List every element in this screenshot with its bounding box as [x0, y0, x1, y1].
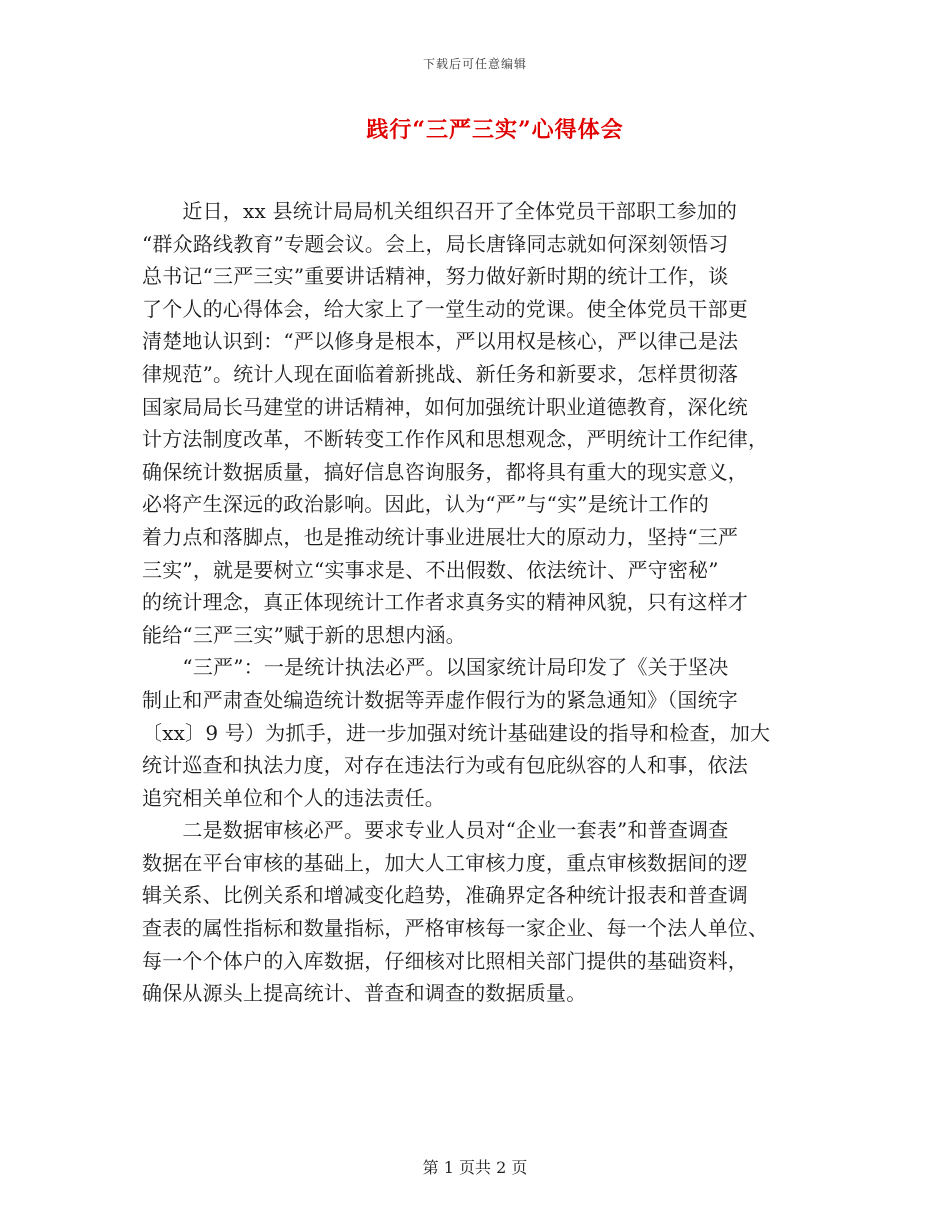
body-line: 制止和严肃查处编造统计数据等弄虚作假行为的紧急通知》（国统字 [142, 687, 738, 712]
body-line: 近日，xx 县统计局局机关组织召开了全体党员干部职工参加的 [142, 199, 738, 223]
page-number-footer: 第 1 页共 2 页 [422, 1158, 528, 1177]
body-line: 计方法制度改革，不断转变工作作风和思想观念，严明统计工作纪律， [142, 427, 769, 452]
body-line: 清楚地认识到：“严以修身是根本，严以用权是核心，严以律己是法 [142, 329, 739, 354]
body-line: 辑关系、比例关系和增减变化趋势，准确界定各种统计报表和普查调 [142, 883, 748, 908]
body-line: 的统计理念，真正体现统计工作者求真务实的精神风貌，只有这样才 [142, 590, 748, 615]
body-line: “三严”：一是统计执法必严。以国家统计局印发了《关于坚决 [142, 655, 729, 680]
body-line: 确保统计数据质量，搞好信息咨询服务，都将具有重大的现实意义， [142, 459, 748, 484]
body-line: “群众路线教育”专题会议。会上，局长唐锋同志就如何深刻领悟习 [142, 231, 729, 256]
body-line: 〔xx〕9 号）为抓手，进一步加强对统计基础建设的指导和检查，加大 [142, 720, 771, 745]
body-line: 三实”，就是要树立“实事求是、不出假数、依法统计、严守密秘” [142, 557, 719, 582]
body-line: 确保从源头上提高统计、普查和调查的数据质量。 [142, 981, 587, 1006]
header-note: 下载后可任意编辑 [422, 57, 527, 71]
body-line: 统计巡查和执法力度，对存在违法行为或有包庇纵容的人和事，依法 [142, 753, 748, 778]
body-line: 二是数据审核必严。要求专业人员对“企业一套表”和普查调查 [142, 818, 729, 843]
body-line: 数据在平台审核的基础上，加大人工审核力度，重点审核数据间的逻 [142, 850, 748, 875]
body-line: 能给“三严三实”赋于新的思想内涵。 [142, 622, 466, 647]
document-body [142, 195, 810, 1010]
body-line: 追究相关单位和个人的违法责任。 [142, 785, 445, 810]
body-line: 总书记“三严三实”重要讲话精神，努力做好新时期的统计工作，谈 [142, 264, 729, 289]
body-line: 了个人的心得体会，给大家上了一堂生动的党课。使全体党员干部更 [142, 296, 748, 321]
body-line: 着力点和落脚点，也是推动统计事业进展壮大的原动力，坚持“三严 [142, 524, 739, 549]
body-line: 律规范”。统计人现在面临着新挑战、新任务和新要求，怎样贯彻落 [142, 361, 739, 386]
body-line: 查表的属性指标和数量指标，严格审核每一家企业、每一个法人单位、 [142, 916, 769, 941]
body-line: 国家局局长马建堂的讲话精神，如何加强统计职业道德教育，深化统 [142, 394, 748, 419]
body-line: 每一个个体户的入库数据，仔细核对比照相关部门提供的基础资料， [142, 948, 748, 973]
document-title: 践行“三严三实”心得体会 [366, 117, 624, 143]
body-line: 必将产生深远的政治影响。因此，认为“严”与“实”是统计工作的 [142, 492, 709, 517]
